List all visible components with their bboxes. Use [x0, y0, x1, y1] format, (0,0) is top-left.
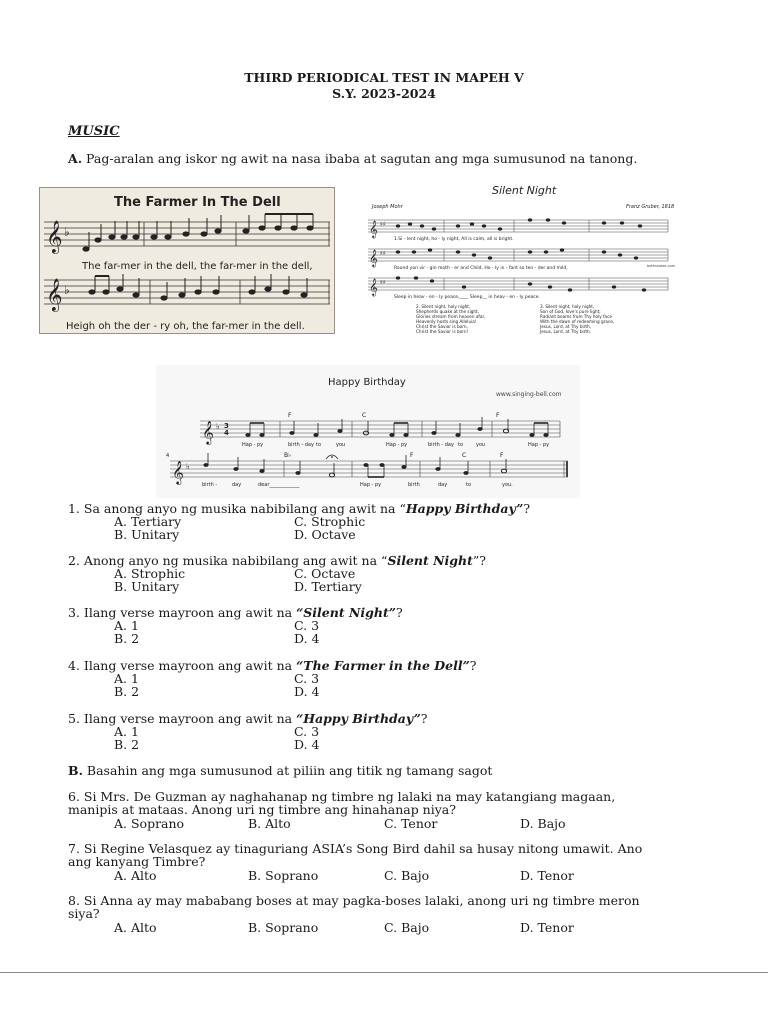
silent-night-verse-2 — [416, 304, 486, 334]
svg-text:you: you — [336, 442, 346, 448]
svg-text:𝄞: 𝄞 — [369, 220, 378, 238]
svg-text:♯♯: ♯♯ — [380, 279, 386, 286]
song-title: Silent Night — [387, 553, 473, 568]
part-b-text: Basahin ang mga sumusunod at piliin ang titik ng tamang sagot — [86, 763, 493, 778]
song-title: “Silent Night” — [296, 605, 396, 620]
svg-text:♭: ♭ — [64, 283, 70, 297]
part-a-text: Pag-aralan ang iskor ng awit na nasa ibaba at sagutan ang mga sumusunod na tanong. — [86, 151, 638, 166]
svg-text:Hap - py: Hap - py — [242, 442, 264, 448]
answer-option[interactable]: D. 4 — [294, 631, 320, 646]
svg-text:Hap - py: Hap - py — [528, 442, 550, 448]
answer-option[interactable]: B. Soprano — [248, 868, 319, 883]
svg-text:♯♯: ♯♯ — [380, 250, 386, 257]
answer-option[interactable]: A. Alto — [114, 868, 157, 883]
svg-text:4: 4 — [166, 453, 170, 459]
svg-text:Hap - py: Hap - py — [360, 482, 382, 488]
answer-option[interactable]: D. 4 — [294, 684, 320, 699]
svg-text:to: to — [466, 482, 472, 488]
silent-night-title: Silent Night — [492, 184, 557, 197]
answer-option[interactable]: C. 3 — [294, 671, 320, 686]
svg-text:B♭: B♭ — [284, 452, 291, 459]
svg-text:F: F — [496, 412, 500, 419]
svg-text:birth -: birth - — [202, 482, 218, 488]
answer-option[interactable]: D. Tenor — [520, 920, 574, 935]
answer-option[interactable]: C. Tenor — [384, 816, 438, 831]
question-2: 2. Anong anyo ng musika nabibilang ang awit na “Silent Night”? — [68, 553, 486, 568]
question-3: 3. Ilang verse mayroon ang awit na “Silent Night”? — [68, 605, 403, 620]
part-a-instruction — [68, 151, 637, 166]
answer-option[interactable]: C. 3 — [294, 724, 320, 739]
farmer-in-the-dell-score — [39, 187, 335, 334]
question-1: 1. Sa anong anyo ng musika nabibilang ang awit na “Happy Birthday”? — [68, 501, 531, 516]
answer-option[interactable]: A. Strophic — [114, 566, 186, 581]
farmer-title: The Farmer In The Dell — [114, 195, 281, 210]
svg-text:4: 4 — [224, 429, 229, 437]
answer-option[interactable]: C. 3 — [294, 618, 320, 633]
svg-text:♭: ♭ — [186, 462, 190, 471]
answer-option[interactable]: A. 1 — [114, 618, 139, 633]
song-title: “Happy Birthday” — [296, 711, 421, 726]
answer-option[interactable]: D. Bajo — [520, 816, 566, 831]
silent-night-lyrics-line-2: Round yon vir - gin moth - er and Child. Ho - ly in - fant so ten - der and mild, — [394, 266, 568, 271]
svg-text:Hap - py: Hap - py — [386, 442, 408, 448]
question-5: 5. Ilang verse mayroon ang awit na “Happy Birthday”? — [68, 711, 428, 726]
silent-night-site: bethsnotes.com — [647, 264, 676, 268]
question-8-line-1: 8. Si Anna ay may mababang boses at may pagka-boses lalaki, anong uri ng timbre meron — [68, 893, 640, 908]
answer-option[interactable]: D. 4 — [294, 737, 320, 752]
question-7-line-1: 7. Si Regine Velasquez ay tinaguriang ASIA’s Song Bird dahil sa husay nitong umawit. Ano — [68, 841, 643, 856]
svg-text:3: 3 — [224, 422, 229, 430]
svg-text:dear____________: dear____________ — [258, 482, 300, 488]
part-b-instruction — [68, 763, 492, 778]
question-6-line-1: 6. Si Mrs. De Guzman ay naghahanap ng timbre ng lalaki na may katangiang magaan, — [68, 789, 616, 804]
svg-text:♯♯: ♯♯ — [380, 221, 386, 228]
svg-text:Shepherds quake at the sight,: Shepherds quake at the sight, — [416, 309, 480, 314]
silent-night-score — [364, 180, 676, 340]
question-8-line-2: siya? — [68, 906, 100, 921]
silent-night-composer: Franz Gruber, 1818 — [626, 204, 675, 210]
silent-night-lyrics-line-1: 1.Si - lent night, ho - ly night, All is calm, all is bright. — [394, 237, 514, 242]
svg-text:day: day — [232, 482, 242, 488]
svg-text:F: F — [288, 412, 292, 419]
answer-option[interactable]: B. Unitary — [114, 579, 180, 594]
svg-text:Jesus, Lord, at Thy birth,: Jesus, Lord, at Thy birth, — [540, 324, 592, 329]
answer-option[interactable]: C. Bajo — [384, 868, 430, 883]
svg-text:C: C — [362, 412, 367, 419]
answer-option[interactable]: C. Bajo — [384, 920, 430, 935]
silent-night-lyricist: Joseph Mohr — [372, 204, 403, 210]
svg-text:you.: you. — [502, 482, 513, 488]
answer-option[interactable]: B. 2 — [114, 631, 140, 646]
farmer-lyrics-line-2: Heigh oh the der - ry oh, the far-mer in the dell. — [66, 321, 305, 332]
answer-option[interactable]: A. Soprano — [114, 816, 185, 831]
part-a-label: A. — [68, 151, 83, 166]
silent-night-lyrics-line-3: Sleep in heav - en - ly peace,____ Sleep__ in heav - en - ly peace. — [394, 295, 540, 300]
song-title: Happy Birthday” — [405, 501, 524, 516]
svg-text:Heavenly hosts sing Alleluia!: Heavenly hosts sing Alleluia! — [416, 319, 477, 324]
part-b-label: B. — [68, 763, 83, 778]
test-title: THIRD PERIODICAL TEST IN MAPEH V — [244, 70, 524, 85]
answer-option[interactable]: A. Tertiary — [114, 514, 182, 529]
svg-text:C: C — [462, 452, 467, 459]
answer-option[interactable]: C. Octave — [294, 566, 356, 581]
svg-text:Christ the Savior is born!: Christ the Savior is born! — [416, 329, 469, 334]
farmer-lyrics-line-1: The far-mer in the dell, the far-mer in the dell, — [82, 261, 313, 272]
happy-birthday-lyrics-line-1 — [242, 442, 549, 448]
svg-text:Jesus, Lord, at Thy birth.: Jesus, Lord, at Thy birth. — [540, 329, 592, 334]
svg-text:Glories stream from heaven afa: Glories stream from heaven afar, — [416, 314, 486, 319]
song-title: “The Farmer in the Dell” — [296, 658, 470, 673]
svg-text:F: F — [410, 452, 414, 459]
answer-option[interactable]: A. 1 — [114, 724, 139, 739]
svg-text:2. Silent night, holy night,: 2. Silent night, holy night, — [416, 304, 471, 309]
svg-text:Christ the Savior is born,: Christ the Savior is born, — [416, 324, 468, 329]
svg-text:Son of God, love's pure light;: Son of God, love's pure light; — [540, 309, 601, 314]
answer-option[interactable]: C. Strophic — [294, 514, 366, 529]
school-year: S.Y. 2023-2024 — [332, 86, 436, 101]
svg-text:𝄞: 𝄞 — [46, 278, 63, 311]
svg-text:F: F — [500, 452, 504, 459]
svg-text:you: you — [476, 442, 486, 448]
answer-option[interactable]: B. 2 — [114, 684, 140, 699]
svg-text:With the dawn of redeeming gra: With the dawn of redeeming grace, — [540, 319, 615, 324]
svg-text:birth: birth — [408, 482, 420, 488]
answer-option[interactable]: A. 1 — [114, 671, 139, 686]
answer-option[interactable]: D. Tertiary — [294, 579, 362, 594]
happy-birthday-title: Happy Birthday — [328, 377, 406, 388]
svg-text:birth - day: birth - day — [288, 442, 314, 448]
svg-text:Radiant beams from Thy holy fa: Radiant beams from Thy holy face — [540, 314, 612, 319]
happy-birthday-site: www.singing-bell.com — [496, 391, 562, 398]
happy-birthday-lyrics-line-2 — [202, 482, 513, 488]
footer-divider — [0, 972, 768, 973]
svg-text:birth - day: birth - day — [428, 442, 454, 448]
section-heading-music: MUSIC — [68, 124, 120, 139]
answer-option[interactable]: B. Alto — [248, 816, 291, 831]
svg-text:♭: ♭ — [64, 225, 70, 239]
answer-option[interactable]: D. Octave — [294, 527, 356, 542]
svg-text:3. Silent night, holy night,: 3. Silent night, holy night, — [540, 304, 595, 309]
answer-option[interactable]: A. Alto — [114, 920, 157, 935]
svg-text:to: to — [316, 442, 322, 448]
svg-text:𝄞: 𝄞 — [369, 278, 378, 296]
question-7-line-2: ang kanyang Timbre? — [68, 854, 206, 869]
answer-option[interactable]: B. Soprano — [248, 920, 319, 935]
question-4: 4. Ilang verse mayroon ang awit na “The Farmer in the Dell”? — [68, 658, 477, 673]
svg-text:day: day — [438, 482, 448, 488]
svg-text:𝄞: 𝄞 — [46, 220, 63, 253]
question-6-line-2: manipis at mataas. Anong uri ng timbre ang hinahanap niya? — [68, 802, 456, 817]
svg-text:𝄞: 𝄞 — [172, 460, 184, 484]
answer-option[interactable]: B. Unitary — [114, 527, 180, 542]
svg-text:to: to — [458, 442, 464, 448]
svg-text:♭: ♭ — [216, 422, 220, 431]
silent-night-verse-3 — [539, 304, 614, 334]
answer-option[interactable]: D. Tenor — [520, 868, 574, 883]
happy-birthday-score — [156, 365, 580, 498]
svg-text:𝄞: 𝄞 — [202, 420, 214, 444]
svg-text:𝄞: 𝄞 — [369, 249, 378, 267]
answer-option[interactable]: B. 2 — [114, 737, 140, 752]
